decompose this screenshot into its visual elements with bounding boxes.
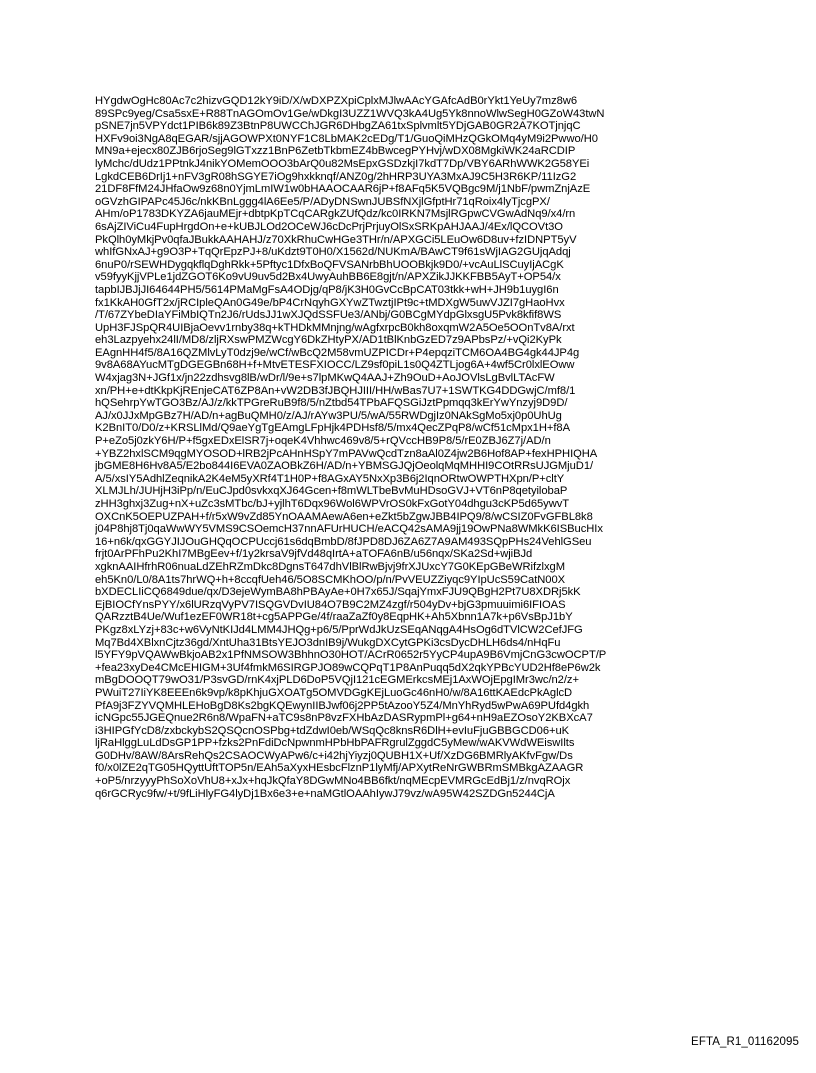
text-line: f0/x0lZE2qTG05HQyttUftTOP5n/EAh5aXyxHEsbcFlznP1lyMfj/APXytReNrGWBRmSMBkgAZAAGR bbox=[95, 762, 584, 775]
text-line: G0DHv/8AW/8ArsRehQs2CSAOCWyAPw6/c+i42hjYiyzj0QUBH1X+Uf/XzDG6BMRlyAKfvFgw/Ds bbox=[95, 749, 573, 762]
text-line: whIfGNxAJ+g9O3P+TqQrEpzPJ+8/uKdzt9T0H0/X1562d/NUKmA/BAwCT9f61sWjIAG2GUjqAdqj bbox=[95, 246, 571, 259]
text-line: W4xjag3N+JGf1x/jn22zdhsvg8lB/wDr/l/9e+s7lpMKwQ4AAJ+Zh9OuD+AoJOVlsLgBvlLTAcFW bbox=[95, 372, 555, 385]
text-line: v59fyyKjjVPLe1jdZGOT6Ko9vU9uv5d2Bx4UwyAuhBB6E8gjt/n/APXZikJJKKFBB5AyT+OP54/x bbox=[95, 271, 561, 284]
text-line: A/5/xsIY5AdhlZeqnikA2K4eM5yXRf4T1H0P+f8AGxAY5NxXp3B6j2IqnORtwOWPTHXpn/P+cltY bbox=[95, 472, 565, 485]
text-line: Mq7Bd4XBlxnCjtz36gd/XntUha31BtsYEJO3dnIB9j/WukgDXCytGPKi3csDycDHLH6ds4/nHqFu bbox=[95, 636, 561, 649]
text-line: XLMJLh/JUHjH3iPp/n/EuCJpd0svkxqXJ64Gcen+f8mWLTbeBvMuHDsoGVJ+VT6nP8qetyilobaP bbox=[95, 485, 568, 498]
text-line: jbGME8H6Hv8A5/E2bo844I6EVA0ZAOBkZ6H/AD/n+YBMSGJQjOeolqMqMHHI9COtRRsUJGMjuD1/ bbox=[95, 460, 594, 473]
text-line: lyMchc/dUdz1PPtnkJ4nikYOMemOOO3bArQ0u82MsEpxGSDzkjI7kdT7Dp/VBY6ARhWWK2G58YEi bbox=[95, 157, 590, 170]
text-line: xn/PH+e+dtKkpKjREnjeCAT6ZP8An+vW2DB3fJBQHJIII/HH/wBas7U7+1SWTKG4DDGwjC/mf8/1 bbox=[95, 384, 576, 397]
text-line: 6nuP0/rSEWHDygqkflqDghRkk+5Pftyc1DfxBoQFVSANrbBhUOOBkjk9D0/+vcAuLlSCuyIjACgK bbox=[95, 258, 564, 271]
text-line: PkQlh0yMkjPv0qfaJBukkAAHAHJ/z70XkRhuCwHGe3THr/n/APXGCi5LEuOw6D8uv+fzIDNPT5yV bbox=[95, 233, 577, 246]
text-line: l5YFY9pVQAWwBkjoAB2x1PfNMSOW3BhhnO30HOT/ACrR0652r5YyCP4upA9B6VmjCnG3cwOCPT/P bbox=[95, 649, 607, 662]
text-line: oGVzhGIPAPc45J6c/nkKBnLggg4lA6Ee5/P/ADyDNSwnJUBSfNXjlGfptHr71qRoix4lyTjcgPX/ bbox=[95, 195, 550, 208]
text-line: /T/67ZYbeDIaYFiMbIQTn2J6/rUdsJJ1wXJQdSSFUe3/ANbj/G0BCgMYdpGlxsgU5Pvk8kfif8WS bbox=[95, 309, 562, 322]
text-line: j04P8hj8Tj0qaWwWY5VMS9CSOemcH37nnAFUrHUCH/eACQ42sAMA9jj19OwPNa8WMkK6ISBucHIx bbox=[95, 523, 603, 536]
text-line: PKgz8xLYzj+83c+w6VyNtKIJd4LMM4JHQg+p6/5/PprWdJkUzSEqANqgA4HsOg6dTVlCW2CefJFG bbox=[95, 623, 583, 636]
text-line: EjBIOCfYnsPYY/x6lURzqVyPV7ISQGVDvIU84O7B9C2MZ4zgf/r504yDv+bjG3pmuuimi6IFIOAS bbox=[95, 598, 566, 611]
text-line: icNGpc55JGEQnue2R6n8/WpaFN+aTC9s8nP8vzFXHbAzDASRypmPl+g64+nH9aEZOsoY2KBXcA7 bbox=[95, 712, 593, 725]
text-line: bXDECLIiCQ6849due/qx/D3ejeWymBA8hPBAyAe+0H7x65J/SqajYmxFJU9QBgH2Pt7U8XDRj5kK bbox=[95, 586, 581, 599]
text-line: HYgdwOgHc80Ac7c2hizvGQD12kY9iD/X/wDXPZXpiCplxMJlwAAcYGAfcAdB0rYkt1YeUy7mz8w6 bbox=[95, 95, 577, 107]
document-id-footer: EFTA_R1_01162095 bbox=[691, 1036, 799, 1048]
text-line: 16+n6k/qxGGYJIJOuGHQqOCPUccj61s6dqBmbD/8fJPD8DJ6ZA6Z7A9AM493SQpPHs24VehlGSeu bbox=[95, 535, 592, 548]
text-line: ljRaHlggLuLdDsGP1PP+fzks2PnFdiDcNpwnmHPbHbPAFRgrulZggdC5yMew/wAKVWdWEiswIlts bbox=[95, 737, 575, 750]
text-line: PWuiT27IiYK8EEEn6k9vp/k8pKhjuGXOATg5OMVDGgKEjLuoGc46nH0/w/8A16ttKAEdcPkAglcD bbox=[95, 686, 573, 699]
text-line: LgkdCEB6DrIj1+nFV3gR08hSGYE7iOg9hxkknqf/ANZ0g/2hHRP3UYA3MxAJ9C5H3R6KP/11IzG2 bbox=[95, 170, 577, 183]
text-line: 89SPc9yeg/Csa5sxE+R88TnAGOmOv1Ge/wDkgI3UZZ1WVQ3kA4Ug5Yk8nnoWlwSegH0GZoW43twN bbox=[95, 107, 605, 120]
text-line: PfA9j3FZYVQMHLEHoBgD8Ks2bgKQEwynIIBJwf06j2PP5tAzooY5Z4/MnYhRyd5wPwA69PUfd4gkh bbox=[95, 699, 590, 712]
text-line: zHH3ghxj3Zug+nX+uZc3sMTbc/bJ+yjlhT6Dqx96Wol6WPVrOS0kFxGotY04dhgu3cKP5d65ywvT bbox=[95, 498, 570, 510]
text-line: hQSehrpYwTGO3Bz/AJ/z/kkTPGreRuB9f8/5/nZtbd54TPbAFQSGiJztPpmqq3kErYwYnzyj9D9D/ bbox=[95, 397, 568, 410]
text-line: AHm/oP1783DKYZA6jauMEjr+dbtpKpTCqCARgkZUfQdz/kc0IRKN7MsjlRGpwCVGwAdNq9/x4/rn bbox=[95, 208, 576, 221]
text-line: q6rGCRyc9fw/+t/9fLiHlyFG4lyDj1Bx6e3+e+naMGtlOAAhIywJ79vz/wA95W42SZDGn5244CjA bbox=[95, 787, 555, 800]
text-line: OXCnK5OEPUZPAH+f/r5xW9vZd85YnOAAMAewA6en+eZkt5bZgwJBB4IPQ9/8/wCSIZ0FvGFBL8k8 bbox=[95, 510, 593, 523]
text-line: i3HIPGfYcD8/zxbckybS2QSQcnOSPbg+tdZdwI0eb/WSqQc8knsR6DlH+evIuFjuGBBGCD06+uK bbox=[95, 724, 570, 737]
text-line: UpH3FJSpQR4UIBjaOevv1rnby38q+kTHDkMMnjng/wAgfxrpcB0kh8oxqmW2A5Oe5OOnTv8A/rxt bbox=[95, 321, 575, 334]
text-line: +oP5/nrzyyyPhSoXoVhU8+xJx+hqJkQfaY8DGwMNo4BB6fkt/nqMEcpEVMRGcEdBj1/z/nvqROjx bbox=[95, 775, 571, 788]
text-line: 9v8A68AYucMTgDGEGBn68H+f+MtvETESFXIOCC/LZ9sf0piL1s0Q4ZTLjog6A+4wf5Cr0lxlEOww bbox=[95, 359, 575, 372]
text-line: EAgnHH4f5/8A16QZMlvLyT0dzj9e/wCf/wBcQ2M58vmUZPICDr+P4epqziTCM6OA4BG4gk44JP4g bbox=[95, 346, 580, 359]
text-line: 21DF8FfM24JHfaOw9z68n0YjmLmIW1w0bHAAOCAAR6jP+f8AFq5K5VQBgc9M/j1NbF/pwmZnjAzE bbox=[95, 183, 591, 196]
text-line: pSNE7jn5VPYdct1PIB6k89Z3BtnP8UWCChJGR6DHbgZA61txSplvmlt5YDjGAB0GR2A7KOTjnjqC bbox=[95, 120, 581, 133]
text-line: fx1KkAH0GfT2x/jRCIpleQAn0G49e/bP4CrNqyhGXYwZTwztjIPt9c+tMDXgW5uwVJZI7gHaoHvx bbox=[95, 296, 565, 309]
text-line: frjt0ArPFhPu2KhI7MBgEev+f/1y2krsaV9jfVd48qIrtA+aTOFA6nB/u56nqx/SKa2Sd+wjiBJd bbox=[95, 548, 533, 561]
text-line: +fea23xyDe4CMcEHIGM+3Uf4fmkM6SIRGPJO89wCQPqT1P8AnPuqq5dX2qkYPBcYUD2Hf8eP6w2k bbox=[95, 661, 601, 674]
text-line: MN9a+ejecx80ZJB6rjoSeg9lGTxzz1BnP6ZetbTkbmEZ4bBwcegPYHvj/wDX08MgkiWK24aRCDIP bbox=[95, 145, 576, 158]
text-line: K2BnIT0/D0/z+KRSLlMd/Q9aeYgTgEAmgLFpHjk4PDHsf8/5/mx4QecZPqP8/wCf51cMpx1H+f8A bbox=[95, 422, 570, 435]
text-line: +YBZ2hxlSCM9qgMYOSOD+lRB2jPcAHnHSpY7mPAVwQcdTzn8aAl0Z4jw2B6Hof8AP+fexHPHIQHA bbox=[95, 447, 598, 460]
text-line: eh5Kn0/L0/8A1ts7hrWQ+h+8ccqfUeh46/5O8SCMKhOO/p/n/PvVEUZZiyqc9YIpUcS59CatN00X bbox=[95, 573, 566, 586]
text-line: xgknAAIHfrhR06nuaLdZEhRZmDkc8DgnsT647dhVlBlRwBjvj9frXJUxcY7G0KEpGBeWRifzlxgM bbox=[95, 560, 565, 573]
text-line: tapbIJBJjJI64644PH5/5614PMaMgFsA4ODjg/qP8/jK3H0GvCcBpCAT03tkk+wH+JH9b1uygI6n bbox=[95, 283, 559, 296]
text-line: P+eZo5j0zkY6H/P+f5gxEDxElSR7j+oqeK4Vhhwc469v8/5+rQVccHB9P8/5/rE0ZBJ6Z7j/AD/n bbox=[95, 435, 551, 448]
text-line: QARzztB4Ue/Wuf1ezEF0WR18t+cg5APPGe/4f/raaZaZf0y8EqpHK+Ah5Xbnn1A7k+p6VsBpJ1bY bbox=[95, 611, 573, 624]
text-line: eh3Lazpyehx24lI/MD8/zljRXswPMZWcgY6DkZHtyPX/AD1tBlKnbGzED7z9APbsPz/+vQi2KyPk bbox=[95, 334, 562, 347]
text-line: HXFv9oi3NgA8qEGAR/sjjAGOWPXt0NYF1C8LbMAK2cEDg/T1/GuoQiMHzQGkOMq4yM9i2Pwwo/H0 bbox=[95, 132, 598, 145]
encoded-text-block bbox=[95, 95, 735, 800]
text-line: AJ/x0JJxMpGBz7H/AD/n+agBuQMH0/z/AJ/rAYw3PU/5/wA/55RWDgjIz0NAkSgMo5xj0p0UhUg bbox=[95, 409, 562, 422]
text-line: 6sAjZIViCu4FupHrgdOn+e+kUBJLOd2OCeWJ6cDcPrjPrjuyOlSxSRKpAHJAAJ/4Ex/lQCOVt3O bbox=[95, 220, 563, 233]
text-line: mBgDOOQT79wO31/P3svGD/rnK4xjPLD6DoP5VQjI121cEGMErkcsMEj1AxWOjEpgIMr3wc/n2/z+ bbox=[95, 674, 579, 687]
